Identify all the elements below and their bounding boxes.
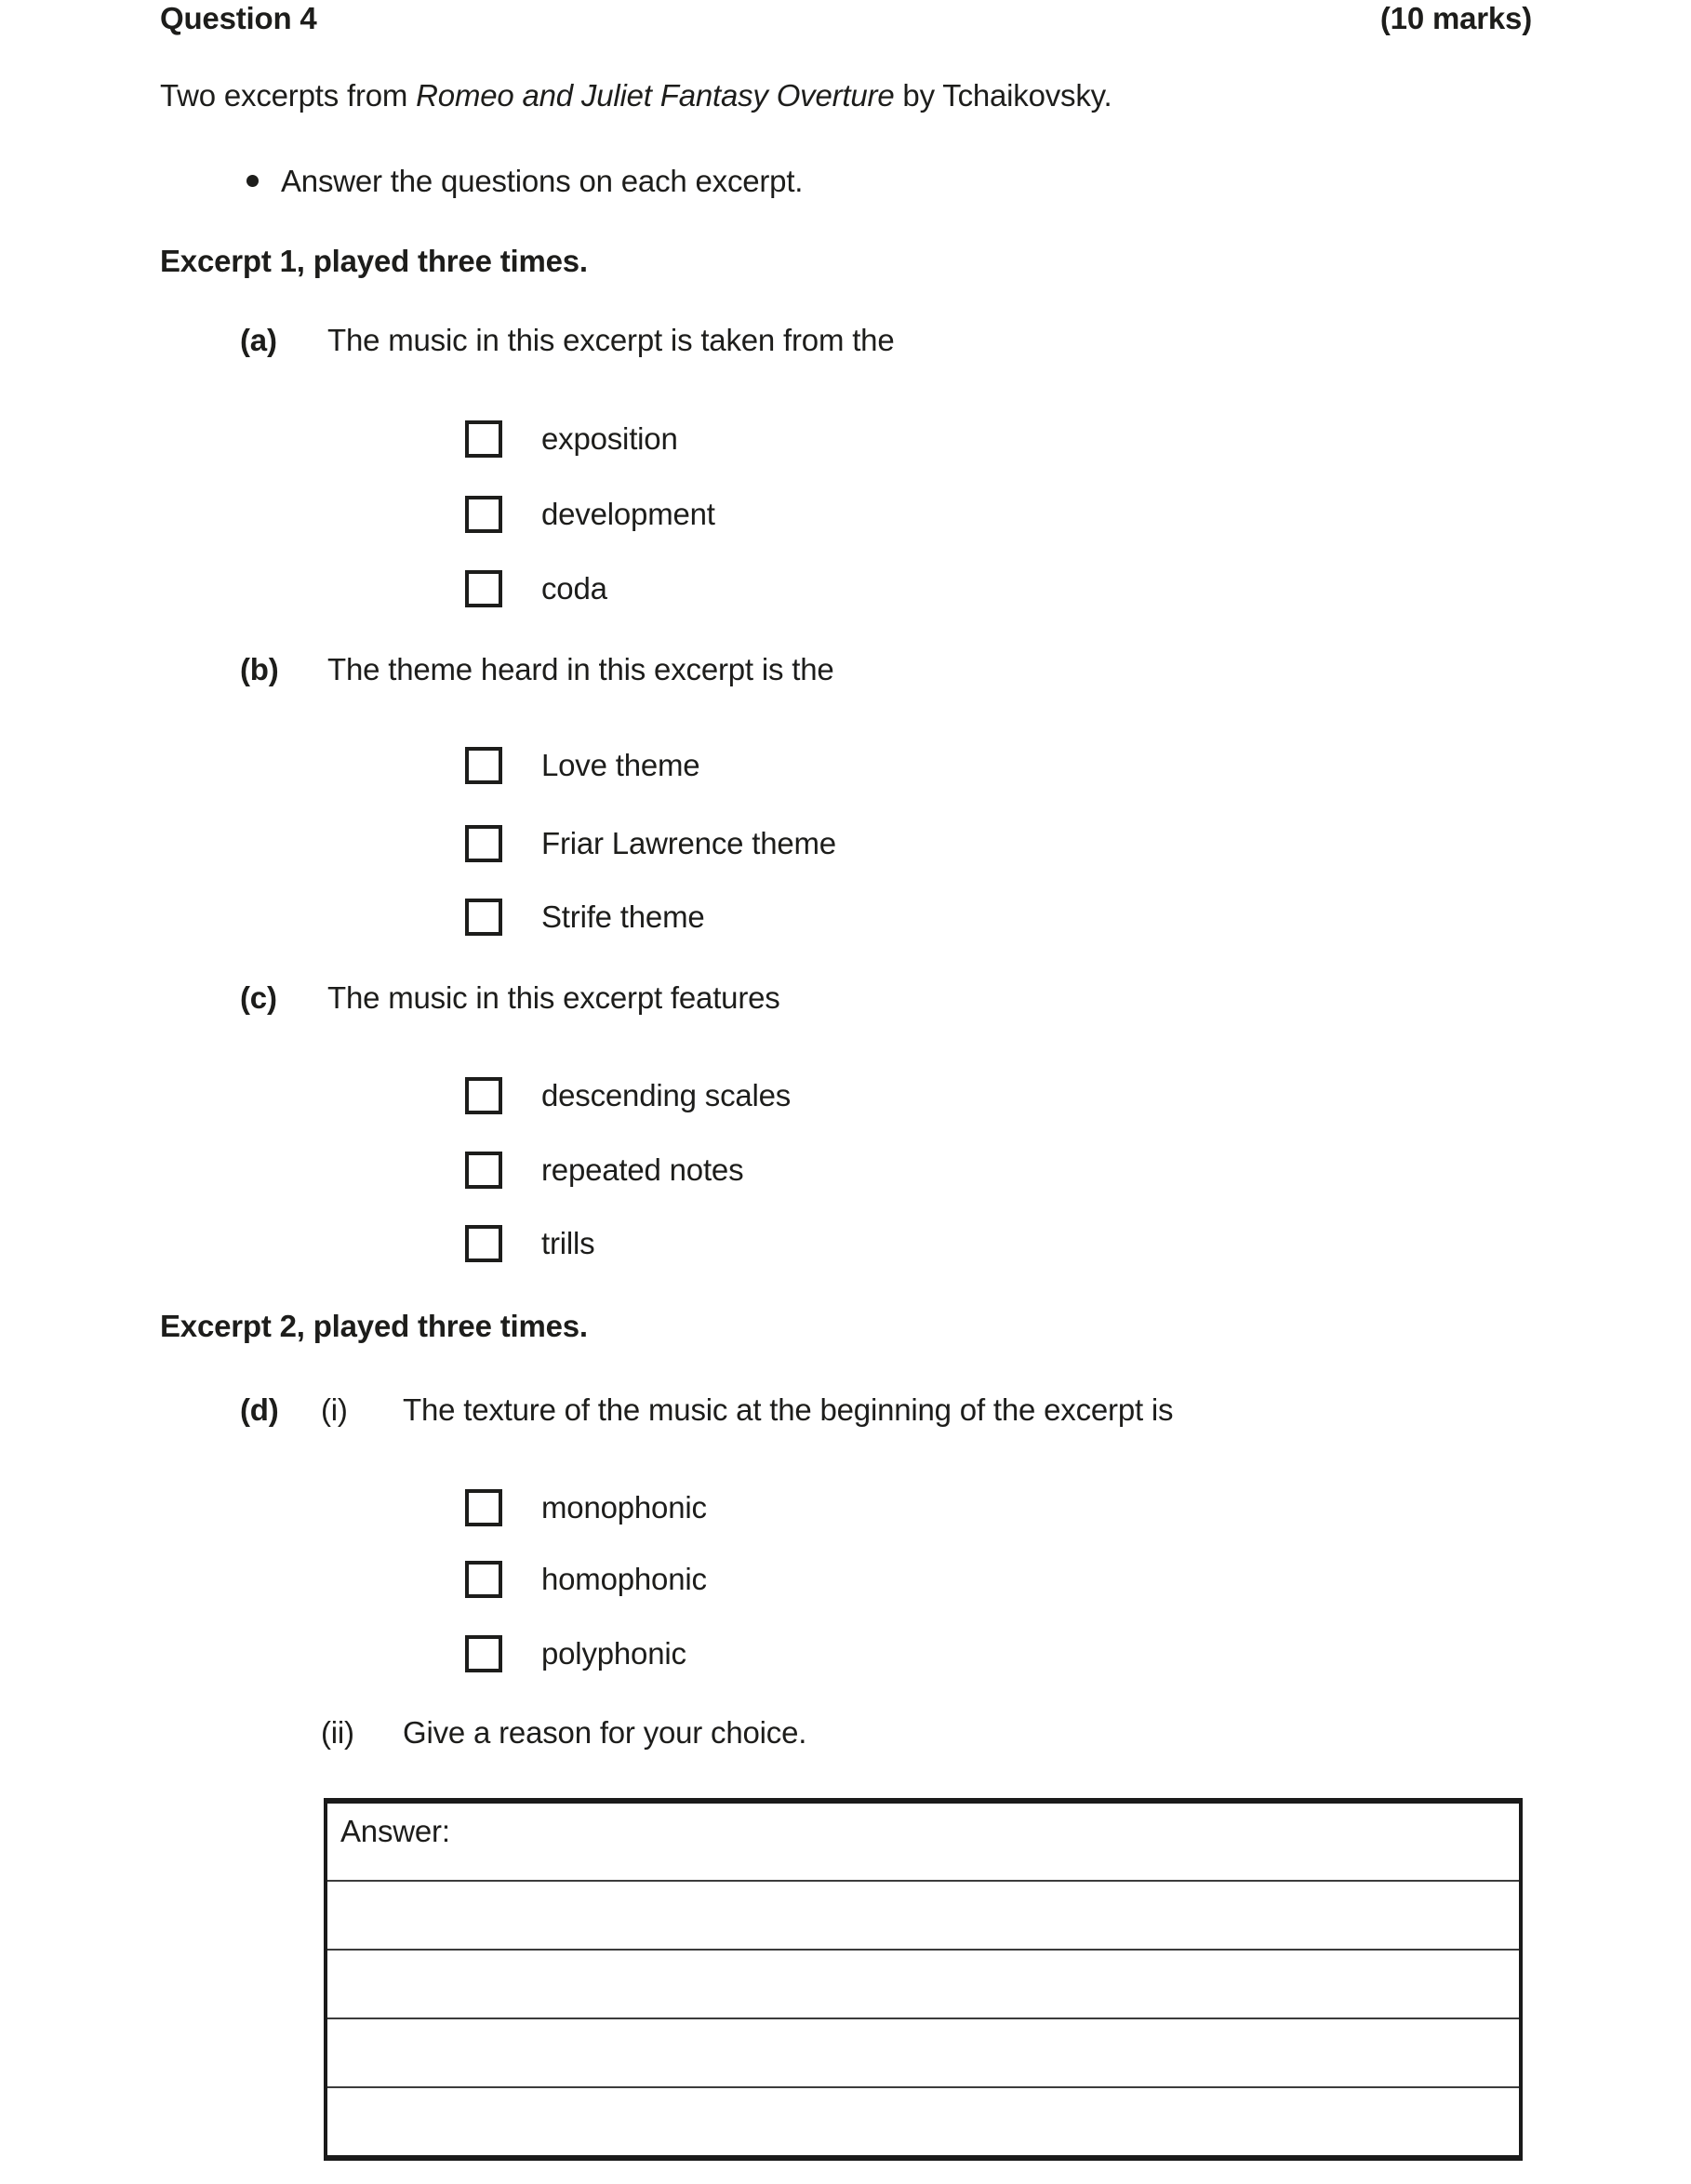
question-a-text: The music in this excerpt is taken from the (327, 323, 895, 357)
option-row (465, 1635, 686, 1672)
question-d-label: (d) (240, 1392, 279, 1427)
checkbox-development[interactable] (465, 496, 502, 533)
checkbox-polyphonic[interactable] (465, 1635, 502, 1672)
option-label: trills (541, 1226, 595, 1260)
option-label: homophonic (541, 1562, 707, 1596)
part-ii-label: (ii) (321, 1715, 354, 1750)
part-i-text: The texture of the music at the beginning of the excerpt is (403, 1392, 1174, 1427)
question-b-text: The theme heard in this excerpt is the (327, 652, 834, 686)
option-label: descending scales (541, 1078, 792, 1112)
option-label: Friar Lawrence theme (541, 826, 836, 860)
question-title: Question 4 (160, 1, 317, 35)
question-a (240, 322, 895, 359)
checkbox-exposition[interactable] (465, 420, 502, 458)
option-row (465, 496, 715, 533)
checkbox-trills[interactable] (465, 1225, 502, 1262)
excerpt2-heading: Excerpt 2, played three times. (160, 1309, 588, 1343)
question-c (240, 979, 780, 1017)
checkbox-strife-theme[interactable] (465, 899, 502, 936)
checkbox-friar-lawrence-theme[interactable] (465, 825, 502, 862)
answer-line[interactable] (327, 2018, 1519, 2086)
option-row (465, 1561, 707, 1598)
work-title: Romeo and Juliet Fantasy Overture (416, 78, 895, 113)
checkbox-descending-scales[interactable] (465, 1077, 502, 1114)
answer-box (324, 1798, 1523, 2161)
checkbox-coda[interactable] (465, 570, 502, 607)
checkbox-monophonic[interactable] (465, 1489, 502, 1526)
answer-line[interactable] (327, 1880, 1519, 1949)
option-label: development (541, 497, 715, 531)
option-label: Strife theme (541, 899, 705, 934)
option-row (465, 899, 705, 936)
question-c-label: (c) (240, 980, 277, 1015)
checkbox-love-theme[interactable] (465, 747, 502, 784)
option-row (465, 747, 699, 784)
option-row (465, 1077, 791, 1114)
option-label: monophonic (541, 1490, 707, 1525)
marks-label: (10 marks) (1379, 1, 1532, 35)
question-a-label: (a) (240, 323, 277, 357)
intro-sentence (160, 77, 1112, 114)
option-row (465, 1489, 707, 1526)
question-d-part-ii (321, 1714, 807, 1751)
checkbox-repeated-notes[interactable] (465, 1152, 502, 1189)
answer-line[interactable] (327, 1949, 1519, 2018)
checkbox-homophonic[interactable] (465, 1561, 502, 1598)
option-label: Love theme (541, 748, 700, 782)
answer-line[interactable] (327, 2086, 1519, 2155)
option-label: coda (541, 571, 607, 606)
instruction-text: Answer the questions on each excerpt. (281, 164, 804, 198)
part-ii-text: Give a reason for your choice. (403, 1715, 807, 1750)
bullet-icon (246, 175, 259, 187)
option-label: repeated notes (541, 1152, 744, 1187)
excerpt1-heading: Excerpt 1, played three times. (160, 244, 588, 278)
option-row (465, 420, 678, 458)
question-d-part-i (240, 1392, 1174, 1429)
question-b-label: (b) (240, 652, 279, 686)
option-row (465, 825, 836, 862)
answer-label-row[interactable] (327, 1804, 1519, 1880)
option-label: exposition (541, 421, 678, 456)
answer-label: Answer: (340, 1814, 450, 1848)
option-label: polyphonic (541, 1636, 686, 1671)
question-b (240, 651, 834, 688)
option-row (465, 1225, 594, 1262)
option-row (465, 1152, 743, 1189)
intro-post: by Tchaikovsky. (894, 78, 1112, 113)
intro-pre: Two excerpts from (160, 78, 417, 113)
option-row (465, 570, 607, 607)
instruction-bullet (246, 163, 803, 200)
question-c-text: The music in this excerpt features (327, 980, 780, 1015)
part-i-label: (i) (321, 1392, 348, 1427)
